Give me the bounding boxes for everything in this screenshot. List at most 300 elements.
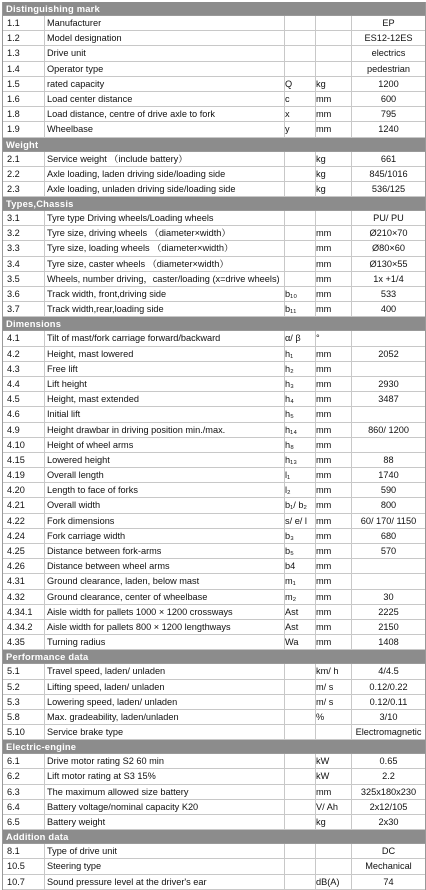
row-description: Tyre type Driving wheels/Loading wheels [47,213,214,224]
column-divider [44,152,45,166]
column-divider [44,16,45,30]
row-value: 590 [380,485,397,496]
table-row [3,377,425,392]
row-value: 74 [383,876,394,887]
column-divider [44,635,45,649]
table-row [3,785,425,800]
row-value: 3487 [378,394,399,405]
row-description: Overall length [47,470,104,481]
row-description: Lift motor rating at S3 15% [47,771,156,782]
column-divider [284,31,285,45]
table-row [3,710,425,725]
column-divider [44,875,45,889]
column-divider [284,769,285,783]
section-header: Types,Chassis [3,197,425,211]
table-row [3,211,425,226]
table-row [3,859,425,874]
row-value: 0.65 [379,756,398,767]
row-number: 4.6 [7,409,20,420]
table-row [3,226,425,241]
row-symbol: s/ e/ l [285,515,307,526]
row-value: 2x30 [378,817,399,827]
row-number: 1.9 [7,124,20,135]
row-symbol: c [285,93,290,104]
row-description: Type of drive unit [47,846,117,857]
row-value: 800 [380,500,397,511]
row-symbol: Ast [285,621,299,632]
table-row [3,769,425,784]
row-unit: mm [316,470,332,481]
row-unit: ° [316,333,320,344]
row-description: Distance between fork-arms [47,546,162,556]
column-divider [44,362,45,376]
section-header: Performance data [3,650,425,664]
row-description: Height, mast lowered [47,348,134,359]
row-symbol: h₄ [285,394,294,405]
table-row [3,167,425,182]
column-divider [284,815,285,829]
column-divider [44,31,45,45]
column-divider [44,544,45,558]
row-unit: mm [316,485,332,496]
row-description: Service weight （include battery） [47,153,188,164]
row-description: Tyre size, loading wheels （diameter×width） [47,243,234,254]
column-divider [44,725,45,739]
row-symbol: h₈ [285,439,294,450]
column-divider [315,31,316,45]
row-symbol: m₁ [285,576,296,587]
table-row [3,695,425,710]
column-divider [44,574,45,588]
column-divider [44,407,45,421]
row-value: 88 [383,454,394,465]
column-divider [315,16,316,30]
row-number: 1.4 [7,63,20,74]
row-description: Distance between wheel arms [47,561,170,572]
table-row [3,544,425,559]
column-divider [44,468,45,482]
row-number: 4.25 [7,546,25,556]
row-unit: V/ Ah [316,801,338,812]
row-number: 3.3 [7,243,20,254]
table-row [3,107,425,122]
row-description: Ground clearance, laden, below mast [47,576,200,587]
row-unit: mm [316,93,332,104]
row-number: 4.31 [7,576,25,587]
row-number: 4.20 [7,485,25,496]
column-divider [44,859,45,873]
row-unit: mm [316,228,332,239]
row-description: Track width, front,driving side [47,289,167,299]
row-value: EP [382,18,395,28]
row-value: 2.2 [382,771,395,782]
row-number: 3.7 [7,304,20,315]
row-number: 5.10 [7,727,25,738]
row-number: 3.6 [7,289,20,299]
table-row [3,362,425,377]
row-value: 325x180x230 [360,786,417,797]
section-header: Addition data [3,830,425,844]
section-header: Dimensions [3,317,425,331]
column-divider [44,483,45,497]
row-value: 845/1016 [369,168,408,179]
column-divider [284,754,285,768]
row-value: 30 [383,591,394,602]
column-divider [315,844,316,858]
row-unit: mm [316,454,332,465]
row-symbol: h₁₃ [285,454,297,465]
column-divider [44,226,45,240]
row-value: 4/4.5 [378,666,399,677]
column-divider [284,46,285,60]
row-unit: mm [316,304,332,315]
row-unit: mm [316,786,332,797]
row-number: 1.8 [7,109,20,120]
row-description: Axle loading, unladen driving side/loading side [47,183,236,194]
column-divider [284,800,285,814]
row-value: 795 [380,109,397,120]
row-value: ES12-12ES [364,33,413,44]
row-symbol: b₃ [285,530,294,541]
column-divider [44,392,45,406]
row-value: 680 [380,530,397,541]
row-description: Tyre size, driving wheels （diameter×width） [47,228,231,239]
row-description: Drive unit [47,48,86,59]
section-header: Distinguishing mark [3,2,425,16]
row-number: 4.15 [7,454,25,465]
row-number: 6.2 [7,771,20,782]
column-divider [44,272,45,286]
row-unit: mm [316,515,332,526]
row-unit: mm [316,530,332,541]
row-symbol: Wa [285,637,299,648]
row-unit: % [316,711,325,722]
table-row [3,46,425,61]
row-value: 533 [380,289,397,299]
table-row [3,257,425,272]
column-divider [44,423,45,437]
row-description: Battery weight [47,817,106,827]
row-symbol: h₁₄ [285,424,297,435]
table-row [3,529,425,544]
row-symbol: m₂ [285,591,297,602]
column-divider [44,498,45,512]
table-row [3,92,425,107]
row-number: 5.1 [7,666,20,677]
row-description: Fork carriage width [47,530,126,541]
row-description: Track width,rear,loading side [47,304,164,315]
column-divider [44,257,45,271]
table-row [3,423,425,438]
row-description: Free lift [47,363,78,374]
row-unit: mm [316,289,332,299]
row-value: 2150 [378,621,399,632]
row-value: 0.12/0.22 [369,681,408,692]
row-number: 3.4 [7,258,20,269]
row-number: 4.3 [7,363,20,374]
table-row [3,62,425,77]
row-description: Lifting speed, laden/ unladen [47,681,165,692]
column-divider [44,438,45,452]
row-value: 0.12/0.11 [369,696,408,707]
column-divider [44,241,45,255]
row-description: Axle loading, laden driving side/loading side [47,168,226,179]
row-number: 4.10 [7,439,25,450]
row-description: Travel speed, laden/ unladen [47,666,166,677]
column-divider [284,272,285,286]
row-description: Height of wheel arms [47,439,134,450]
row-unit: mm [316,621,332,632]
row-description: Length to face of forks [47,485,138,496]
table-row [3,453,425,468]
row-unit: kg [316,168,326,179]
row-value: 2225 [378,606,399,617]
row-unit: mm [316,394,332,405]
row-symbol: x [285,109,290,120]
row-unit: mm [316,378,332,389]
row-number: 3.2 [7,228,20,239]
row-symbol: b₁₀ [285,289,298,299]
table-row [3,122,425,137]
row-description: Max. gradeability, laden/unladen [47,711,179,722]
column-divider [44,287,45,301]
column-divider [44,122,45,136]
row-description: The maximum allowed size battery [47,786,189,797]
row-number: 4.34.1 [7,606,33,617]
row-unit: mm [316,591,332,602]
row-value: Ø130×55 [369,258,408,269]
row-description: Aisle width for pallets 800 × 1200 lengthways [47,621,231,632]
row-symbol: b₅ [285,546,294,556]
row-symbol: b₁/ b₂ [285,500,307,511]
row-symbol: h₁ [285,348,294,359]
column-divider [315,46,316,60]
row-unit: m/ s [316,696,334,707]
row-description: Tilt of mast/fork carriage forward/backward [47,333,221,344]
row-description: Height, mast extended [47,394,139,405]
table-row [3,331,425,346]
spec-sheet [2,2,426,890]
row-unit: mm [316,348,332,359]
section-header: Weight [3,138,425,152]
column-divider [44,590,45,604]
row-description: Lowered height [47,454,110,465]
table-row [3,680,425,695]
table-row [3,302,425,317]
row-description: Manufacturer [47,18,102,28]
table-row [3,725,425,740]
row-description: Sound pressure level at the driver's ear [47,876,207,887]
row-number: 1.3 [7,48,20,59]
table-row [3,438,425,453]
row-value: 1200 [378,78,399,89]
column-divider [315,725,316,739]
row-number: 1.5 [7,78,20,89]
row-number: 5.3 [7,696,20,707]
column-divider [284,680,285,694]
row-number: 6.4 [7,801,20,812]
row-number: 4.19 [7,470,25,481]
row-number: 10.7 [7,876,25,887]
table-row [3,844,425,859]
table-row [3,620,425,635]
column-divider [44,182,45,196]
row-description: Load distance, centre of drive axle to fork [47,109,216,120]
row-value: Ø210×70 [369,228,408,239]
table-row [3,590,425,605]
row-unit: mm [316,424,332,435]
column-divider [44,844,45,858]
row-symbol: h₅ [285,409,294,420]
column-divider [284,62,285,76]
row-symbol: α/ β [285,333,301,344]
row-number: 4.1 [7,333,20,344]
row-value: 570 [380,546,397,556]
row-unit: mm [316,439,332,450]
row-unit: mm [316,409,332,420]
table-row [3,574,425,589]
row-unit: mm [316,500,332,511]
row-unit: kW [316,771,330,782]
table-row [3,815,425,830]
row-unit: km/ h [316,666,339,677]
row-unit: kg [316,817,326,827]
row-description: Ground clearance, center of wheelbase [47,591,208,602]
column-divider [284,785,285,799]
row-unit: mm [316,258,332,269]
row-description: Operator type [47,63,104,74]
row-number: 1.2 [7,33,20,44]
row-description: Fork dimensions [47,515,115,526]
column-divider [44,769,45,783]
column-divider [284,695,285,709]
column-divider [44,92,45,106]
row-unit: mm [316,243,332,254]
column-divider [44,302,45,316]
table-row [3,392,425,407]
column-divider [284,152,285,166]
row-value: electrics [371,48,406,59]
column-divider [284,875,285,889]
table-row [3,605,425,620]
row-number: 2.1 [7,153,20,164]
row-value: 536/125 [371,183,406,194]
table-row [3,272,425,287]
table-row [3,287,425,302]
row-unit: mm [316,606,332,617]
row-number: 8.1 [7,846,20,857]
table-row [3,875,425,890]
table-row [3,182,425,197]
row-number: 4.4 [7,378,20,389]
table-row [3,498,425,513]
row-unit: dB(A) [316,876,340,887]
column-divider [44,664,45,678]
column-divider [284,241,285,255]
column-divider [44,559,45,573]
row-number: 4.35 [7,637,25,648]
row-description: Model designation [47,33,122,44]
row-number: 2.2 [7,168,20,179]
row-number: 4.32 [7,591,25,602]
row-value: Ø80×60 [372,243,405,254]
row-value: Electromagnetic [355,727,422,738]
column-divider [44,331,45,345]
row-number: 3.1 [7,213,20,224]
row-number: 1.1 [7,18,20,28]
column-divider [44,695,45,709]
row-symbol: l₂ [285,485,291,496]
table-row [3,407,425,422]
row-value: 1x +1/4 [373,273,404,284]
row-unit: mm [316,273,332,284]
row-description: rated capacity [47,78,105,89]
column-divider [44,514,45,528]
column-divider [44,785,45,799]
row-description: Lift height [47,378,87,389]
table-row [3,754,425,769]
table-row [3,800,425,815]
row-symbol: l₁ [285,470,291,481]
table-row [3,77,425,92]
table-row [3,483,425,498]
row-number: 2.3 [7,183,20,194]
table-row [3,514,425,529]
row-symbol: h₃ [285,378,294,389]
row-number: 5.2 [7,681,20,692]
row-value: DC [381,846,396,857]
column-divider [284,664,285,678]
row-number: 10.5 [7,861,25,872]
row-symbol: Ast [285,606,299,617]
row-number: 3.5 [7,273,20,284]
column-divider [284,725,285,739]
row-value: 60/ 170/ 1150 [360,515,417,526]
column-divider [284,182,285,196]
column-divider [284,167,285,181]
row-description: Tyre size, caster wheels （diameter×width） [47,258,229,269]
row-unit: mm [316,546,332,556]
column-divider [315,62,316,76]
column-divider [44,347,45,361]
table-row [3,664,425,679]
section-header: Electric-engine [3,740,425,754]
column-divider [44,62,45,76]
table-row [3,559,425,574]
row-value: Mechanical [365,861,412,872]
row-description: Wheels, number driving，caster/loading (x=drive wheels) [47,273,280,284]
row-description: Load center distance [47,93,133,104]
row-description: Drive motor rating S2 60 min [47,756,164,767]
row-number: 4.21 [7,500,25,511]
column-divider [44,815,45,829]
row-description: Service brake type [47,727,124,738]
column-divider [315,859,316,873]
row-value: 1740 [378,470,399,481]
row-description: Initial lift [47,409,81,420]
row-unit: mm [316,109,332,120]
row-unit: kg [316,78,326,89]
row-number: 4.9 [7,424,20,435]
row-value: 860/ 1200 [368,424,409,435]
row-number: 4.26 [7,561,25,572]
row-description: Battery voltage/nominal capacity K20 [47,801,199,812]
table-row [3,16,425,31]
column-divider [44,167,45,181]
column-divider [44,754,45,768]
column-divider [284,226,285,240]
row-number: 4.34.2 [7,621,33,632]
